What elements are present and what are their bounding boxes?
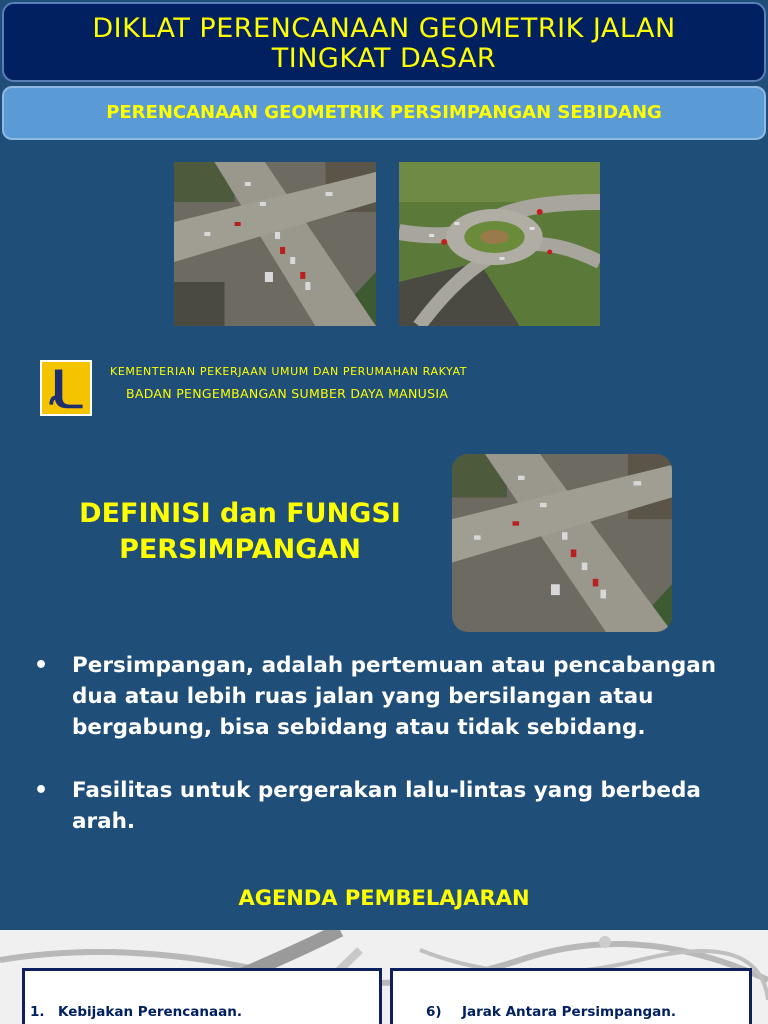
bullet-item-function: • Fasilitas untuk pergerakan lalu-lintas yang berbeda arah.: [34, 775, 744, 837]
subtitle-banner: [2, 86, 766, 140]
section-heading: [60, 496, 420, 568]
definition-bullet-list: [34, 650, 744, 869]
agency-name: BADAN PENGEMBANGAN SUMBER DAYA MANUSIA: [126, 386, 449, 401]
agenda-item-number: 6): [426, 1004, 442, 1020]
intersection-aerial-photo-rounded: [452, 454, 672, 632]
title-banner: [2, 2, 766, 82]
title-line-2: TINGKAT DASAR: [271, 43, 497, 74]
agenda-heading: AGENDA PEMBELAJARAN: [238, 886, 530, 910]
agenda-item-number: 1.: [30, 1004, 45, 1020]
title-line-1: DIKLAT PERENCANAAN GEOMETRIK JALAN: [92, 13, 676, 44]
pupr-logo-icon: [40, 360, 92, 416]
agenda-item-1: [30, 1004, 242, 1020]
section-heading-line-1: DEFINISI dan FUNGSI: [79, 498, 401, 529]
subtitle-text: PERENCANAAN GEOMETRIK PERSIMPANGAN SEBIDANG: [106, 102, 662, 123]
ministry-name: KEMENTERIAN PEKERJAAN UMUM DAN PERUMAHAN RAKYAT: [110, 365, 468, 378]
section-heading-line-2: PERSIMPANGAN: [119, 534, 361, 565]
roundabout-aerial-photo: [399, 162, 600, 326]
agenda-item-label: Jarak Antara Persimpangan.: [462, 1004, 677, 1020]
intersection-aerial-photo: [174, 162, 376, 326]
agenda-item-label: Kebijakan Perencanaan.: [58, 1004, 242, 1020]
bullet-item-definition: • Persimpangan, adalah pertemuan atau pencabangan dua atau lebih ruas jalan yang bersilangan atau bergabung, bisa sebidang atau tidak sebidang.: [34, 650, 744, 743]
agenda-item-6: [426, 1004, 676, 1020]
